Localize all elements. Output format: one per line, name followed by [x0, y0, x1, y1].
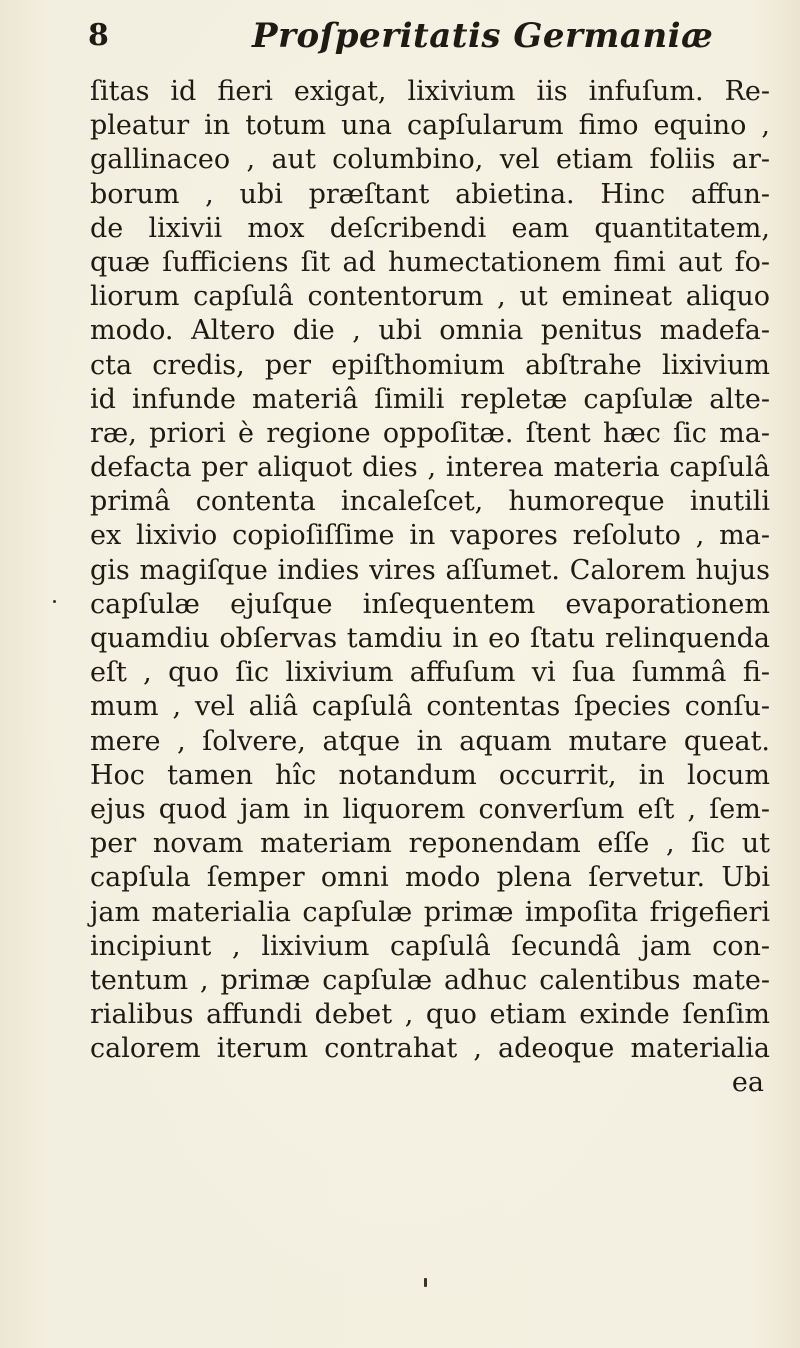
body-text	[90, 75, 770, 1101]
page-header	[88, 10, 748, 70]
text-line: de lixivii mox deſcribendi eam quantitatem,	[90, 212, 770, 244]
text-line: capſula ſemper omni modo plena ſervetur. Ubi	[90, 862, 770, 894]
running-head: Proſperitatis Germaniæ	[252, 16, 714, 56]
text-line: ejus quod jam in liquorem converſum eſt , ſem-	[90, 793, 770, 825]
page-number: 8	[88, 18, 109, 53]
text-line: per novam materiam reponendam eſſe , ſic ut	[90, 828, 770, 860]
text-line: gallinaceo , aut columbino, vel etiam foliis ar-	[90, 144, 770, 176]
text-line: tentum , primæ capſulæ adhuc calentibus mate-	[90, 964, 770, 996]
text-line: quamdiu obſervas tamdiu in eo ſtatu relinquenda	[90, 623, 770, 654]
text-line: cta credis, per epiſthomium abſtrahe lixivium	[90, 349, 770, 381]
ink-speck	[53, 600, 56, 603]
text-line: borum , ubi præſtant abietina. Hinc affun-	[90, 178, 770, 210]
text-line: modo. Altero die , ubi omnia penitus madefa-	[90, 315, 770, 347]
text-line: rialibus affundi debet , quo etiam exinde ſenſim	[90, 999, 770, 1031]
ink-speck	[424, 1278, 427, 1287]
text-line: incipiunt , lixivium capſulâ ſecundâ jam con-	[90, 930, 770, 962]
text-line: id infunde materiâ ſimili repletæ capſulæ alte-	[90, 383, 770, 415]
text-line: ræ, priori è regione oppoſitæ. ſtent hæc ſic ma-	[90, 417, 770, 449]
text-line: liorum capſulâ contentorum , ut emineat aliquo	[90, 281, 770, 313]
text-line: ex lixivio copioſiſſime in vapores reſoluto , ma-	[90, 520, 770, 552]
text-line: calorem iterum contrahat , adeoque materialia	[90, 1033, 770, 1065]
text-line: Hoc tamen hîc notandum occurrit, in locum	[90, 759, 770, 791]
text-line: primâ contenta incaleſcet, humoreque inutili	[90, 486, 770, 518]
text-line: pleatur in totum una capſularum fimo equino ,	[90, 110, 770, 142]
text-line: mum , vel aliâ capſulâ contentas ſpecies conſu-	[90, 691, 770, 723]
text-line: gis magiſque indies vires aſſumet. Calorem hujus	[90, 554, 770, 586]
catchword: ea	[731, 1067, 764, 1099]
text-line: defacta per aliquot dies , interea materia capſulâ	[90, 452, 770, 484]
text-line: mere , ſolvere, atque in aquam mutare queat.	[90, 725, 770, 757]
text-line: ſitas id fieri exigat, lixivium iis infuſum. Re-	[90, 76, 770, 107]
text-line: jam materialia capſulæ primæ impoſita frigefieri	[90, 896, 770, 928]
text-line: capſulæ ejuſque inſequentem evaporationem	[90, 588, 770, 620]
text-line: quæ ſufficiens ſit ad humectationem fimi aut fo-	[90, 246, 770, 278]
text-line: eſt , quo ſic lixivium affuſum vi ſua ſummâ fi-	[90, 657, 770, 689]
